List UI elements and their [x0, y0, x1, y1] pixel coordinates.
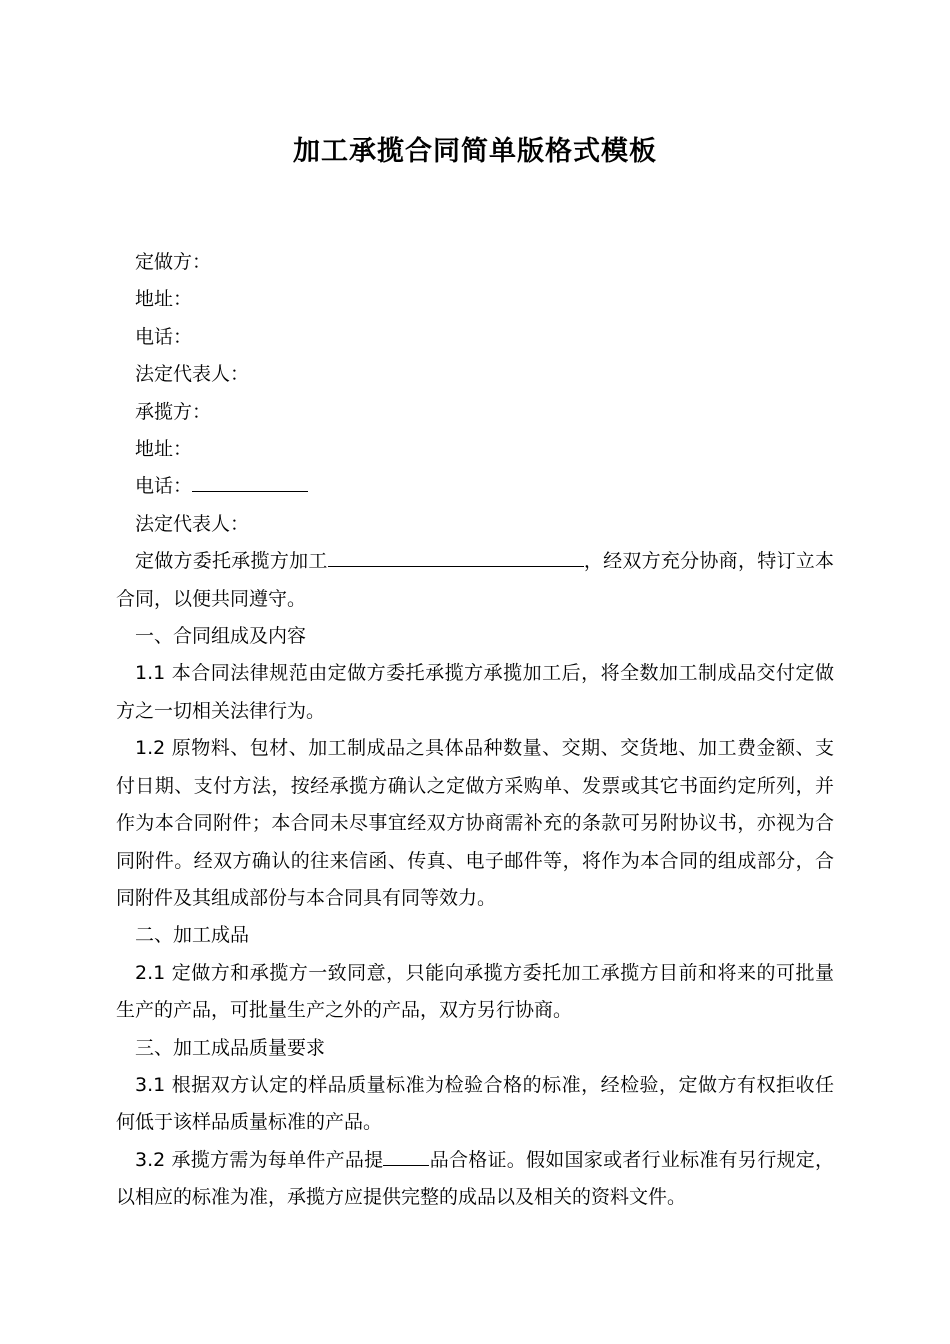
clause-3-2-text-after: 品合格证。假如国家或者行业标准有另行规定，以相应的标准为准，承揽方应提供完整的成品以及相关的资料文件。 — [116, 1148, 834, 1209]
clause-3-2 — [116, 1142, 834, 1217]
clause-1-2: 1.2 原物料、包材、加工制成品之具体品种数量、交期、交货地、加工费金额、支付日期、支付方法，按经承揽方确认之定做方采购单、发票或其它书面约定所列，并作为本合同附件；本合同未尽事宜经双方协商需补充的条款可另附协议书，亦视为合同附件。经双方确认的往来信函、传真、电子邮件等，将作为本合同的组成部分，合同附件及其组成部份与本合同具有同等效力。 — [116, 737, 834, 909]
intro-paragraph — [116, 543, 834, 618]
party-a-representative-label: 法定代表人： — [135, 363, 250, 386]
party-b-phone-label: 电话： — [135, 475, 193, 498]
party-a-phone-label: 电话： — [135, 325, 193, 348]
intro-text-before: 定做方委托承揽方加工 — [135, 550, 328, 573]
party-b-phone-line — [116, 468, 834, 505]
party-b-address-label: 地址： — [135, 438, 193, 461]
item-blank-line — [328, 544, 584, 567]
clause-3-2-text-before: 3.2 承揽方需为每单件产品提 — [135, 1148, 384, 1171]
section-1-heading: 一、合同组成及内容 — [135, 625, 307, 648]
certificate-blank-line — [383, 1143, 429, 1166]
document-title: 加工承揽合同简单版格式模板 — [293, 136, 657, 167]
clause-1-1: 1.1 本合同法律规范由定做方委托承揽方承揽加工后，将全数加工制成品交付定做方之一切相关法律行为。 — [116, 662, 834, 722]
intro-text-after: ，经双方充分协商，特订立本合同，以便共同遵守。 — [116, 550, 834, 610]
section-3-heading: 三、加工成品质量要求 — [135, 1036, 326, 1059]
phone-blank-line — [192, 469, 308, 492]
party-b-representative-label: 法定代表人： — [135, 512, 250, 535]
party-a-address-label: 地址： — [135, 288, 193, 311]
clause-3-1: 3.1 根据双方认定的样品质量标准为检验合格的标准，经检验，定做方有权拒收任何低于该样品质量标准的产品。 — [116, 1073, 834, 1134]
clause-2-1: 2.1 定做方和承揽方一致同意，只能向承揽方委托加工承揽方目前和将来的可批量生产的产品，可批量生产之外的产品，双方另行协商。 — [116, 961, 834, 1022]
contract-body — [116, 244, 834, 1217]
section-2-heading: 二、加工成品 — [135, 924, 250, 947]
party-a-label: 定做方： — [135, 251, 212, 273]
party-b-label: 承揽方： — [135, 400, 212, 423]
